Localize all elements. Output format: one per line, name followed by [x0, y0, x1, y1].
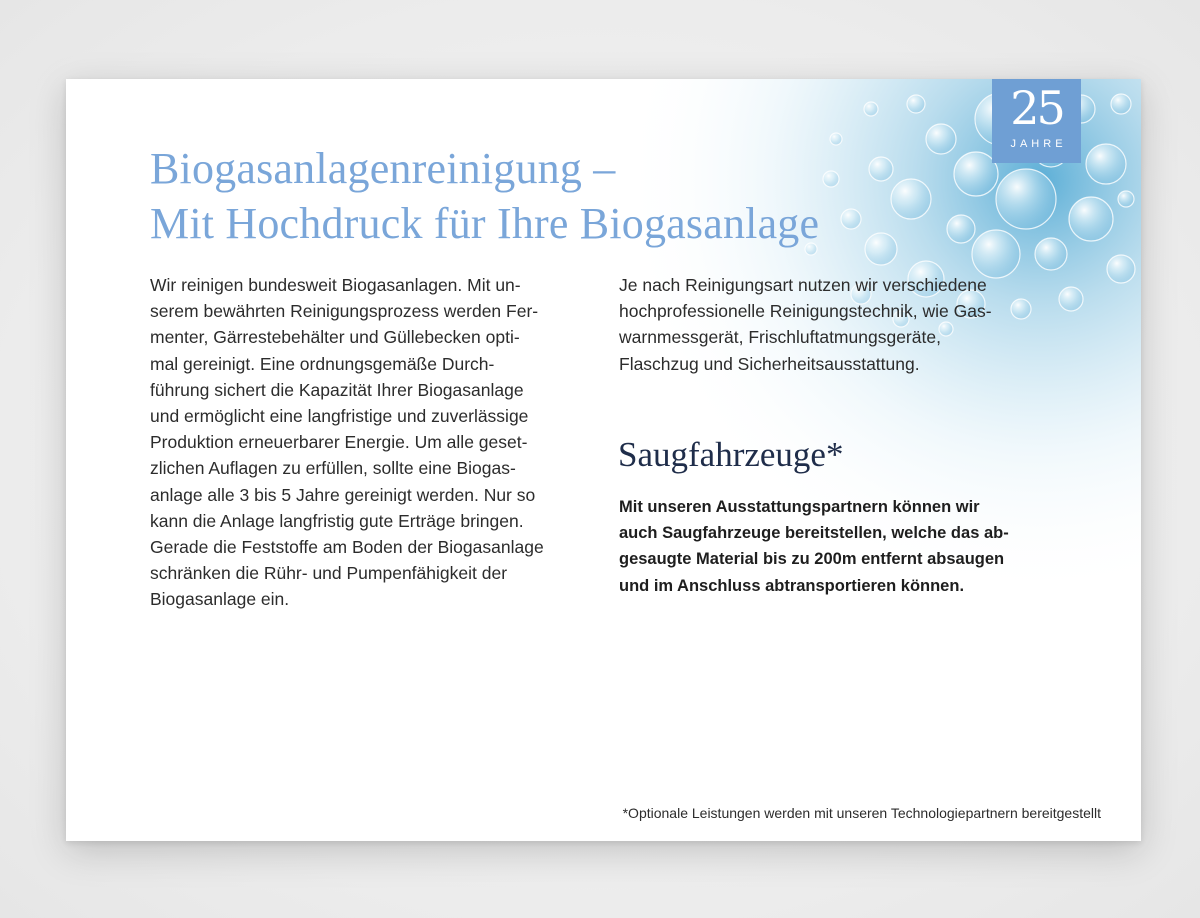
title-line-2: Mit Hochdruck für Ihre Biogasanlage: [150, 199, 820, 248]
saugfahrzeuge-heading: Saugfahrzeuge*: [618, 435, 844, 474]
paragraph-line: auch Saugfahrzeuge bereitstellen, welche das ab-: [619, 524, 1009, 543]
saugfahrzeuge-paragraph: [619, 494, 1039, 599]
paragraph-line: gesaugte Material bis zu 200m entfernt absaugen: [619, 550, 1005, 569]
paragraph-line: mal gereinigt. Eine ordnungsgemäße Durch-: [150, 353, 495, 374]
paragraph-line: schränken die Rühr- und Pumpenfähigkeit der: [150, 563, 508, 584]
paragraph-line: menter, Gärrestebehälter und Güllebecken opti-: [150, 327, 520, 348]
paragraph-line: und ermöglicht eine langfristige und zuverlässige: [150, 406, 529, 427]
paragraph-line: hochprofessionelle Reinigungstechnik, wie Gas-: [619, 301, 992, 322]
technology-paragraph: [619, 272, 1029, 377]
brochure-page: [66, 79, 1141, 841]
paragraph-line: Je nach Reinigungsart nutzen wir verschiedene: [619, 275, 987, 295]
intro-paragraph: [150, 272, 570, 613]
paragraph-line: serem bewährten Reinigungsprozess werden Fer-: [150, 301, 539, 322]
paragraph-line: und im Anschluss abtransportieren können.: [619, 576, 965, 595]
paragraph-line: Wir reinigen bundesweit Biogasanlagen. Mit un-: [150, 275, 521, 295]
badge-label: JAHRE: [1010, 138, 1067, 150]
paragraph-line: warnmessgerät, Frischluftatmungsgeräte,: [619, 327, 941, 348]
badge-number: 25: [1010, 81, 1063, 135]
paragraph-line: führung sichert die Kapazität Ihrer Biogasanlage: [150, 379, 524, 400]
page-title: [150, 141, 819, 251]
paragraph-line: zlichen Auflagen zu erfüllen, sollte eine Biogas-: [150, 458, 516, 479]
paragraph-line: anlage alle 3 bis 5 Jahre gereinigt werden. Nur so: [150, 484, 536, 505]
footnote: *Optionale Leistungen werden mit unseren Technologiepartnern bereitgestellt: [622, 805, 1101, 821]
paragraph-line: Biogasanlage ein.: [150, 589, 290, 610]
paragraph-line: Flaschzug und Sicherheitsausstattung.: [619, 353, 920, 374]
paragraph-line: Gerade die Feststoffe am Boden der Biogasanlage: [150, 537, 544, 558]
paragraph-line: kann die Anlage langfristig gute Erträge bringen.: [150, 510, 524, 531]
paragraph-line: Produktion erneuerbarer Energie. Um alle geset-: [150, 432, 528, 453]
anniversary-badge: [992, 79, 1081, 163]
title-line-1: Biogasanlagenreinigung –: [150, 144, 616, 193]
paragraph-line: Mit unseren Ausstattungspartnern können wir: [619, 498, 980, 516]
